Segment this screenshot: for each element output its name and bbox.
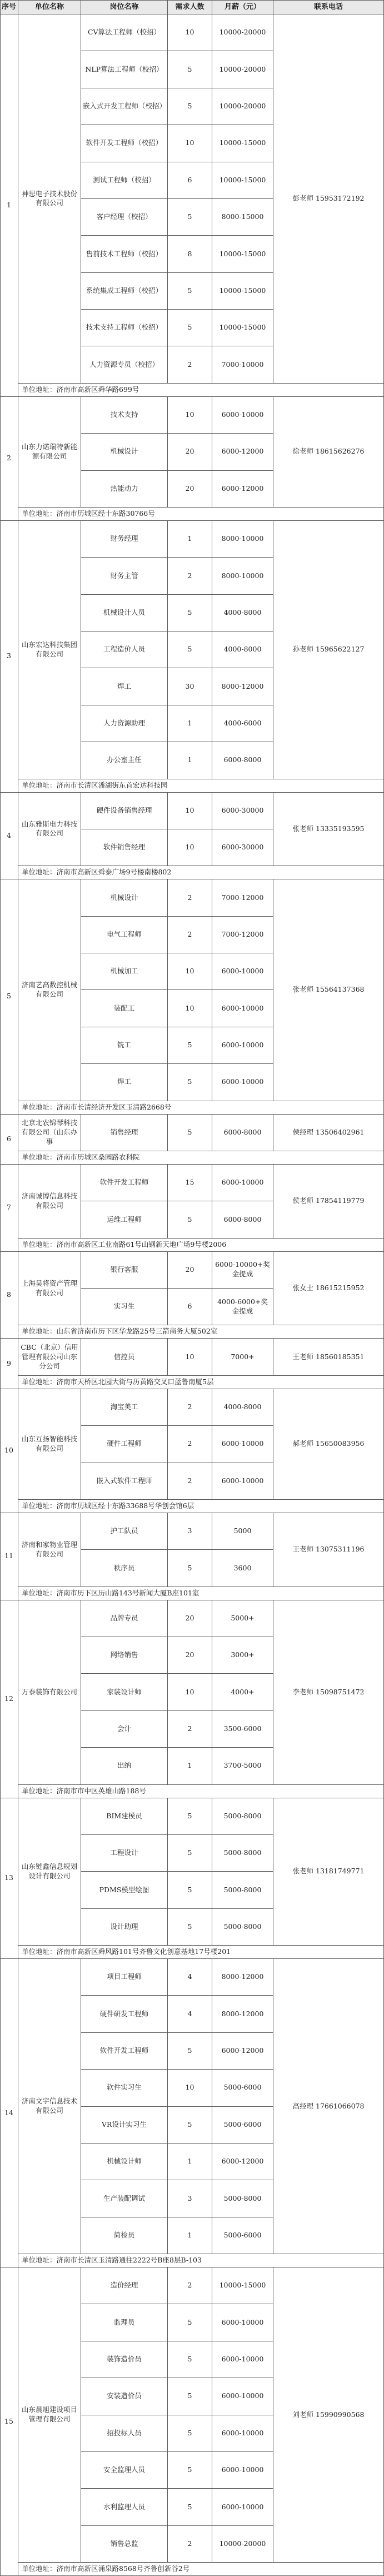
header-position: 岗位名称 xyxy=(81,0,168,14)
job-salary: 4000-8000 xyxy=(212,631,273,668)
job-salary: 10000-15000 xyxy=(212,125,273,162)
company-address: 单位地址：济南市历下区历山路143号新闻大厦B座101室 xyxy=(18,1587,384,1600)
job-count: 5 xyxy=(168,199,212,236)
job-position: 热能动力 xyxy=(81,471,168,508)
job-position: 销售总监 xyxy=(81,2526,168,2563)
job-position: 焊工 xyxy=(81,1064,168,1101)
row-number: 15 xyxy=(0,2267,18,2576)
job-position: NLP算法工程师（校招） xyxy=(81,51,168,88)
job-position: 监理员 xyxy=(81,2304,168,2341)
company-address: 单位地址：济南市高新区舜风路101号齐鲁文化创意基地17号楼201 xyxy=(18,1946,384,1959)
job-count: 2 xyxy=(168,917,212,953)
job-position: 安全监理人员 xyxy=(81,2452,168,2489)
job-position: 机械设计人员 xyxy=(81,595,168,631)
job-position: 嵌入式开发工程师（校招） xyxy=(81,88,168,125)
company-address: 单位地址：济南市高新区工业南路61号山钢新天地广场9号楼2006 xyxy=(18,1239,384,1252)
job-position: 测试工程师（校招） xyxy=(81,162,168,199)
job-count: 15 xyxy=(168,1165,212,1201)
header-salary: 月薪（元） xyxy=(212,0,273,14)
header-company: 单位名称 xyxy=(18,0,81,14)
job-salary: 6000-10000 xyxy=(212,2489,273,2525)
job-position: 售前技术工程师（校招） xyxy=(81,236,168,272)
job-salary: 10000-15000 xyxy=(212,162,273,199)
job-position: 机械加工 xyxy=(81,953,168,990)
job-count: 10 xyxy=(168,793,212,829)
contact-phone: 彭老师 15953172192 xyxy=(273,14,384,384)
contact-phone: 侯老师 17854119779 xyxy=(273,1165,384,1239)
job-position: 会计 xyxy=(81,1711,168,1748)
job-count: 3 xyxy=(168,1513,212,1550)
job-salary: 6000-10000 xyxy=(212,397,273,434)
job-count: 2 xyxy=(168,879,212,916)
job-salary: 4000-6000+奖金提成 xyxy=(212,1289,273,1325)
row-number: 2 xyxy=(0,397,18,521)
job-position: 装饰造价员 xyxy=(81,2341,168,2378)
contact-phone: 徐老师 18615626276 xyxy=(273,397,384,508)
header-no: 序号 xyxy=(0,0,18,14)
company-address: 单位地址：济南市高新区涌泉路8568号齐鲁创新谷2号 xyxy=(18,2563,384,2576)
company-name: 济南诚博信息科技有限公司 xyxy=(18,1165,81,1239)
company-address: 单位地址：济南市市中区英雄山路188号 xyxy=(18,1785,384,1798)
job-position: 造价经理 xyxy=(81,2267,168,2304)
job-salary: 3000+ xyxy=(212,1637,273,1674)
job-salary: 5000+ xyxy=(212,1600,273,1637)
company-address: 单位地址：济南市长清区玉清路通往2222号B座8层B-103 xyxy=(18,2254,384,2267)
job-salary: 7000-12000 xyxy=(212,917,273,953)
job-salary: 10000-15000 xyxy=(212,310,273,346)
contact-phone: 侯经理 13506402961 xyxy=(273,1115,384,1151)
company-name: 山东互扬智能科技有限公司 xyxy=(18,1389,81,1500)
job-salary: 6000-10000 xyxy=(212,1463,273,1500)
job-position: 软件销售经理 xyxy=(81,829,168,866)
row-number: 3 xyxy=(0,521,18,793)
job-count: 3 xyxy=(168,2180,212,2217)
job-salary: 6000-12000 xyxy=(212,434,273,470)
job-position: VR设计实习生 xyxy=(81,2107,168,2144)
job-position: BIM建模员 xyxy=(81,1798,168,1835)
row-number: 12 xyxy=(0,1600,18,1798)
job-count: 20 xyxy=(168,1637,212,1674)
job-count: 10 xyxy=(168,990,212,1027)
job-salary: 4000-6000 xyxy=(212,705,273,742)
job-count: 20 xyxy=(168,1252,212,1289)
job-count: 2 xyxy=(168,1463,212,1500)
contact-phone: 张老师 15564137368 xyxy=(273,879,384,1101)
job-salary: 10000-20000 xyxy=(212,2526,273,2563)
job-count: 1 xyxy=(168,521,212,558)
company-address: 单位地址：山东省济南市历下区华龙路25号三箭商务大厦502室 xyxy=(18,1325,384,1339)
job-position: 秩序员 xyxy=(81,1550,168,1587)
job-position: 软件开发工程师（校招） xyxy=(81,125,168,162)
job-count: 5 xyxy=(168,2304,212,2341)
job-count: 10 xyxy=(168,953,212,990)
job-count: 2 xyxy=(168,558,212,594)
job-count: 20 xyxy=(168,471,212,508)
job-salary: 8000-15000 xyxy=(212,199,273,236)
job-count: 6 xyxy=(168,162,212,199)
job-salary: 3500-6000 xyxy=(212,1711,273,1748)
job-salary: 6000-8000 xyxy=(212,1115,273,1151)
job-position: 生产装配调试 xyxy=(81,2180,168,2217)
company-address: 单位地址：济南市长清经济开发区玉清路2668号 xyxy=(18,1101,384,1115)
job-position: 硬件研发工程师 xyxy=(81,1996,168,2032)
job-position: 网络销售 xyxy=(81,1637,168,1674)
job-count: 10 xyxy=(168,1339,212,1375)
job-count: 5 xyxy=(168,2489,212,2525)
job-position: 人力资源助理 xyxy=(81,705,168,742)
job-position: 品牌专员 xyxy=(81,1600,168,1637)
contact-phone: 郝老师 15650083956 xyxy=(273,1389,384,1500)
job-salary: 3700-5000 xyxy=(212,1748,273,1784)
job-salary: 6000-10000 xyxy=(212,2452,273,2489)
job-position: 技术支持工程师（校招） xyxy=(81,310,168,346)
job-salary: 6000-10000 xyxy=(212,1165,273,1201)
company-address: 单位地址：济南市高新区舜华路699号 xyxy=(18,384,384,397)
job-position: 项目工程师 xyxy=(81,1959,168,1996)
job-position: 招投标人员 xyxy=(81,2415,168,2452)
job-position: 财务主管 xyxy=(81,558,168,594)
job-position: 实习生 xyxy=(81,1289,168,1325)
job-count: 1 xyxy=(168,742,212,779)
job-salary: 7000-12000 xyxy=(212,879,273,916)
job-salary: 10000-20000 xyxy=(212,88,273,125)
job-salary: 6000-30000 xyxy=(212,793,273,829)
job-count: 5 xyxy=(168,1872,212,1908)
job-salary: 7000+ xyxy=(212,1339,273,1375)
job-count: 5 xyxy=(168,1835,212,1872)
job-count: 5 xyxy=(168,1798,212,1835)
job-salary: 8000-12000 xyxy=(212,1996,273,2032)
company-address: 单位地址：济南市历城区桑园路农科院 xyxy=(18,1151,384,1165)
job-count: 8 xyxy=(168,236,212,272)
job-salary: 6000-8000 xyxy=(212,1201,273,1238)
job-position: 安装造价员 xyxy=(81,2378,168,2415)
company-address: 单位地址：济南市高新区舜泰广场9号楼南楼802 xyxy=(18,866,384,879)
job-salary: 6000-10000 xyxy=(212,2378,273,2415)
job-count: 5 xyxy=(168,310,212,346)
row-number: 10 xyxy=(0,1389,18,1513)
job-position: 设计助理 xyxy=(81,1909,168,1946)
row-number: 9 xyxy=(0,1339,18,1389)
job-position: 销售经理 xyxy=(81,1115,168,1151)
row-number: 14 xyxy=(0,1959,18,2267)
contact-phone: 刘老师 15990990568 xyxy=(273,2267,384,2563)
job-count: 5 xyxy=(168,2341,212,2378)
company-name: 山东雅斯电力科技有限公司 xyxy=(18,793,81,867)
job-salary: 6000-10000 xyxy=(212,1064,273,1101)
row-number: 7 xyxy=(0,1165,18,1252)
job-salary: 6000-10000 xyxy=(212,2304,273,2341)
job-count: 5 xyxy=(168,2033,212,2070)
job-count: 5 xyxy=(168,273,212,310)
job-count: 10 xyxy=(168,829,212,866)
job-count: 5 xyxy=(168,1064,212,1101)
job-count: 10 xyxy=(168,1674,212,1710)
company-name: 上海昊将资产管理有限公司 xyxy=(18,1252,81,1326)
company-name: 山东力诺瑞特新能源有限公司 xyxy=(18,397,81,508)
job-count: 2 xyxy=(168,346,212,383)
job-salary: 6000-10000 xyxy=(212,1027,273,1064)
job-position: 机械设计师 xyxy=(81,2144,168,2180)
job-count: 20 xyxy=(168,434,212,470)
job-salary: 7000-10000 xyxy=(212,346,273,383)
job-salary: 10000-20000 xyxy=(212,51,273,88)
job-salary: 4000+ xyxy=(212,1674,273,1710)
job-count: 5 xyxy=(168,1909,212,1946)
job-position: 人力资源专员（校招） xyxy=(81,346,168,383)
company-name: 万泰装饰有限公司 xyxy=(18,1600,81,1785)
job-position: 工程造价人员 xyxy=(81,631,168,668)
job-salary: 5000-6000 xyxy=(212,2217,273,2254)
contact-phone: 张老师 13181749771 xyxy=(273,1798,384,1946)
job-count: 5 xyxy=(168,595,212,631)
job-position: 护工队员 xyxy=(81,1513,168,1550)
job-salary: 5000-8000 xyxy=(212,1798,273,1835)
job-position: 水利监理人员 xyxy=(81,2489,168,2525)
job-salary: 3600 xyxy=(212,1550,273,1587)
job-salary: 5000-6000 xyxy=(212,2070,273,2106)
job-position: 工程设计 xyxy=(81,1835,168,1872)
header-contact: 联系电话 xyxy=(273,0,384,14)
job-position: 客户经理（校招） xyxy=(81,199,168,236)
job-salary: 6000-12000 xyxy=(212,2144,273,2180)
row-number: 8 xyxy=(0,1252,18,1339)
job-position: 机械设计 xyxy=(81,879,168,916)
job-count: 5 xyxy=(168,1115,212,1151)
job-count: 5 xyxy=(168,51,212,88)
job-position: CV算法工程师（校招） xyxy=(81,14,168,51)
job-count: 30 xyxy=(168,668,212,705)
contact-phone: 王老师 18560185351 xyxy=(273,1339,384,1375)
job-position: 运维工程师 xyxy=(81,1201,168,1238)
company-name: 济南和家物业管理有限公司 xyxy=(18,1513,81,1587)
job-salary: 6000-8000 xyxy=(212,742,273,779)
contact-phone: 张老师 13335193595 xyxy=(273,793,384,867)
job-count: 2 xyxy=(168,2526,212,2563)
row-number: 5 xyxy=(0,879,18,1114)
job-position: 技术支持 xyxy=(81,397,168,434)
job-position: 淘宝美工 xyxy=(81,1389,168,1426)
job-salary: 6000-10000 xyxy=(212,2341,273,2378)
job-position: 焊工 xyxy=(81,668,168,705)
job-position: 铣工 xyxy=(81,1027,168,1064)
job-salary: 8000-12000 xyxy=(212,1959,273,1996)
job-count: 10 xyxy=(168,2070,212,2106)
job-count: 20 xyxy=(168,1600,212,1637)
job-salary: 4000-8000 xyxy=(212,1389,273,1426)
job-count: 2 xyxy=(168,1426,212,1463)
job-salary: 6000-30000 xyxy=(212,829,273,866)
contact-phone: 高经理 17661066078 xyxy=(273,1959,384,2254)
job-count: 5 xyxy=(168,1201,212,1238)
job-salary: 6000-10000 xyxy=(212,1426,273,1463)
job-count: 1 xyxy=(168,705,212,742)
company-address: 单位地址：济南市历城区经十东路30766号 xyxy=(18,508,384,521)
contact-phone: 王老师 13075311196 xyxy=(273,1513,384,1587)
job-salary: 6000-10000 xyxy=(212,953,273,990)
job-salary: 5000-8000 xyxy=(212,1835,273,1872)
company-name: 北京北农锦琴科技有限公司（山东办事 xyxy=(18,1115,81,1151)
job-count: 10 xyxy=(168,397,212,434)
job-salary: 5000 xyxy=(212,1513,273,1550)
job-position: 软件实习生 xyxy=(81,2070,168,2106)
row-number: 4 xyxy=(0,793,18,880)
job-salary: 4000-8000 xyxy=(212,595,273,631)
job-salary: 5000-8000 xyxy=(212,2180,273,2217)
job-position: 出纳 xyxy=(81,1748,168,1784)
contact-phone: 孙老师 15965622127 xyxy=(273,521,384,779)
job-position: 嵌入式软件工程师 xyxy=(81,1463,168,1500)
job-count: 5 xyxy=(168,2107,212,2144)
job-position: 办公室主任 xyxy=(81,742,168,779)
job-count: 2 xyxy=(168,1389,212,1426)
job-count: 5 xyxy=(168,1027,212,1064)
company-name: 山东宏达科技集团有限公司 xyxy=(18,521,81,779)
company-name: CBC（北京）信用管理有限公司山东分公司 xyxy=(18,1339,81,1375)
row-number: 13 xyxy=(0,1798,18,1960)
company-address: 单位地址：济南市天桥区北园大街与历黄路交叉口蓝鲁南厦5层 xyxy=(18,1376,384,1389)
job-position: 硬件工程师 xyxy=(81,1426,168,1463)
job-salary: 6000-10000+奖金提成 xyxy=(212,1252,273,1289)
job-count: 2 xyxy=(168,1711,212,1748)
job-position: 信控员 xyxy=(81,1339,168,1375)
job-salary: 8000-12000 xyxy=(212,668,273,705)
job-count: 4 xyxy=(168,1996,212,2032)
job-count: 5 xyxy=(168,2415,212,2452)
company-address: 单位地址：济南市历城区经十东路33688号华创会馆6层 xyxy=(18,1500,384,1513)
job-count: 5 xyxy=(168,88,212,125)
job-salary: 6000-12000 xyxy=(212,471,273,508)
row-number: 6 xyxy=(0,1115,18,1165)
job-salary: 10000-20000 xyxy=(212,14,273,51)
job-position: 简检员 xyxy=(81,2217,168,2254)
company-address: 单位地址：济南市长清区潘湖街东首宏达科技园 xyxy=(18,779,384,793)
contact-phone: 张女士 18615215952 xyxy=(273,1252,384,1326)
job-salary: 8000-10000 xyxy=(212,521,273,558)
job-salary: 10000-15000 xyxy=(212,273,273,310)
row-number: 11 xyxy=(0,1513,18,1600)
job-count: 5 xyxy=(168,2378,212,2415)
job-salary: 10000-15000 xyxy=(212,236,273,272)
job-count: 5 xyxy=(168,631,212,668)
job-count: 6 xyxy=(168,1289,212,1325)
job-count: 1 xyxy=(168,2144,212,2180)
company-name: 济南艺高数控机械有限公司 xyxy=(18,879,81,1101)
job-position: 软件开发工程师 xyxy=(81,1165,168,1201)
job-salary: 5000-6000 xyxy=(212,2107,273,2144)
job-position: 机械设计 xyxy=(81,434,168,470)
job-salary: 5000-8000 xyxy=(212,1872,273,1908)
job-count: 4 xyxy=(168,1959,212,1996)
company-name: 山东链鑫信息规划设计有限公司 xyxy=(18,1798,81,1946)
header-count: 需求人数 xyxy=(168,0,212,14)
job-salary: 6000-10000 xyxy=(212,2415,273,2452)
job-count: 5 xyxy=(168,1550,212,1587)
job-salary: 8000-10000 xyxy=(212,558,273,594)
company-name: 山东晨旭建设项目管理有限公司 xyxy=(18,2267,81,2563)
job-position: 硬件设备销售经理 xyxy=(81,793,168,829)
job-position: 财务经理 xyxy=(81,521,168,558)
job-salary: 10000-15000 xyxy=(212,2267,273,2304)
job-count: 1 xyxy=(168,2217,212,2254)
company-name: 济南文宇信息技术有限公司 xyxy=(18,1959,81,2254)
job-position: 家装设计师 xyxy=(81,1674,168,1710)
job-position: 装配工 xyxy=(81,990,168,1027)
contact-phone: 李老师 15098751472 xyxy=(273,1600,384,1785)
job-count: 5 xyxy=(168,2452,212,2489)
job-position: 系统集成工程师（校招） xyxy=(81,273,168,310)
job-position: 银行客服 xyxy=(81,1252,168,1289)
job-position: 软件开发工程师 xyxy=(81,2033,168,2070)
job-salary: 6000-12000 xyxy=(212,2033,273,2070)
job-salary: 6000-10000 xyxy=(212,990,273,1027)
job-position: PDMS模型绘图 xyxy=(81,1872,168,1908)
job-count: 10 xyxy=(168,125,212,162)
job-count: 1 xyxy=(168,1748,212,1784)
job-salary: 5000-8000 xyxy=(212,1909,273,1946)
company-name: 神思电子技术股份有限公司 xyxy=(18,14,81,384)
job-position: 电气工程师 xyxy=(81,917,168,953)
row-number: 1 xyxy=(0,14,18,397)
job-count: 10 xyxy=(168,14,212,51)
job-count: 2 xyxy=(168,2267,212,2304)
